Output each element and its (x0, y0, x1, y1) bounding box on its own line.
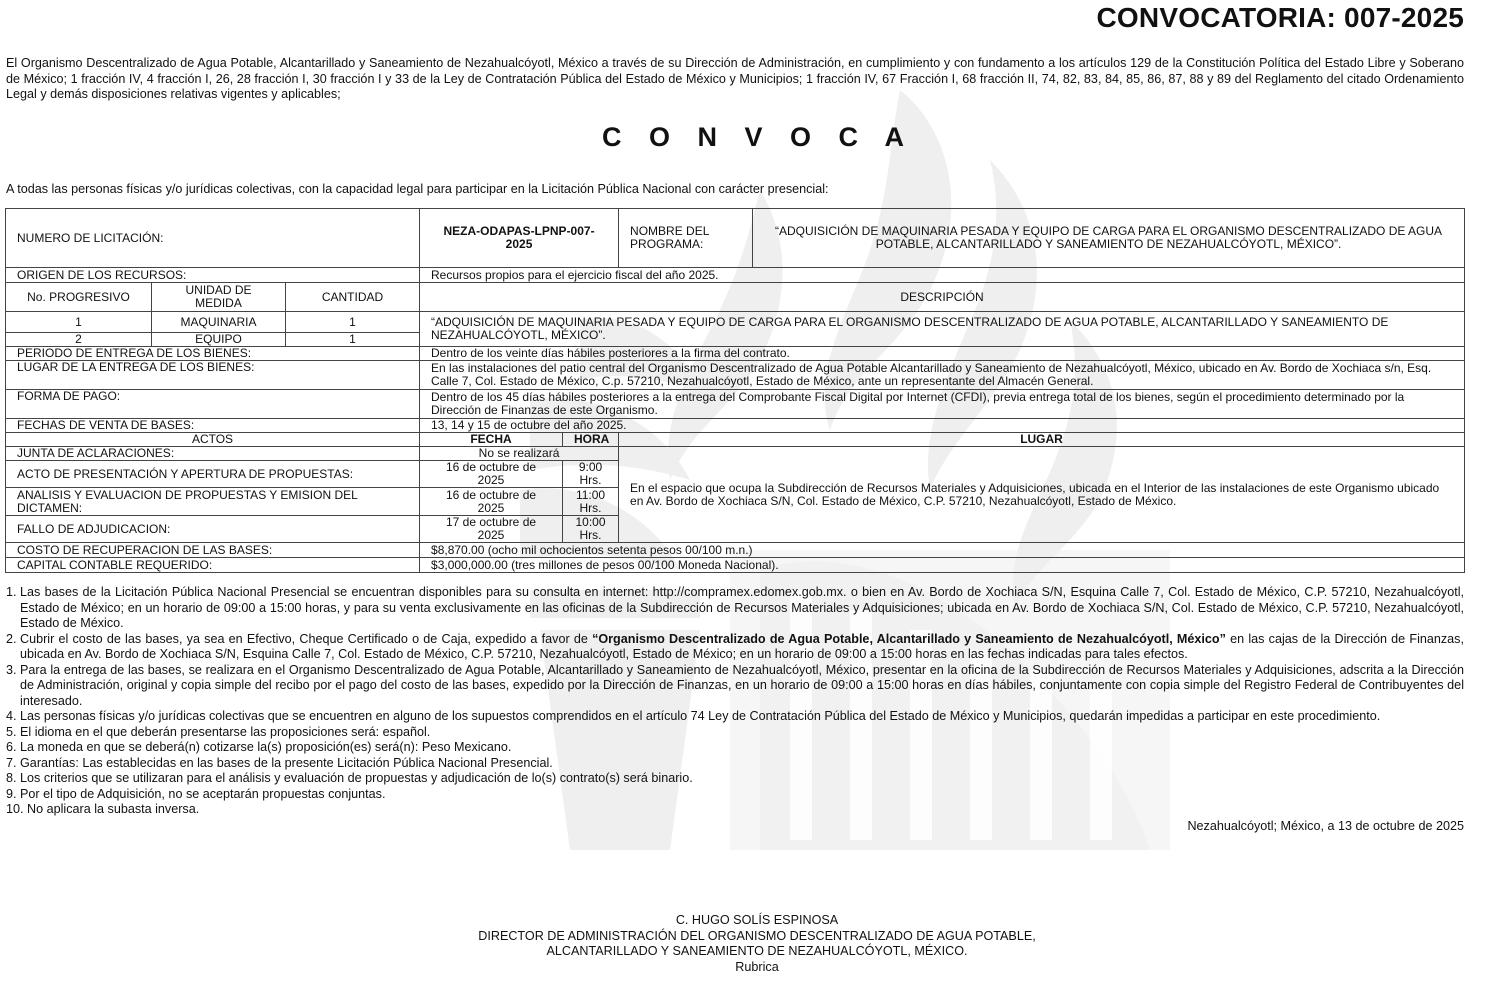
venta-label: FECHAS DE VENTA DE BASES: (6, 419, 420, 433)
hora-header: HORA (563, 433, 619, 447)
note-text: El idioma en el que deberán presentarse las proposiciones será: español. (20, 724, 431, 739)
list-item: 7. Garantías: Las establecidas en las bases de la presente Licitación Pública Nacional Presencial. (6, 756, 1464, 772)
note-text: Las personas físicas y/o jurídicas colectivas que se encuentren en alguno de los supuestos comprendidos en el artículo 74 Ley de Contratación Pública del Estado de México y Municipios, quedarán impedidas a participar en este procedimiento. (20, 709, 1381, 723)
intro-paragraph: El Organismo Descentralizado de Agua Potable, Alcantarillado y Saneamiento de Nezahualcóyotl, México a través de su Dirección de Administración, en cumplimiento y con fundamento a los artículos 129 de la Constitución Política del Estado Libre y Soberano de México; 1 fracción IV, 4 fracción I, 26, 28 fracción I, 30 fracción I y 33 de la Ley de Contratación Pública del Estado de México y Municipios; 1 fracción IV, 67 Fracción I, 68 fracción II, 74, 82, 83, 84, 85, 86, 87, 88 y 89 del Reglamento del citado Ordenamiento Legal y demás disposiciones relativas vigentes y aplicables; (6, 56, 1464, 102)
signer-name: C. HUGO SOLÍS ESPINOSA (675, 913, 839, 927)
fallo-label: FALLO DE ADJUDICACION: (6, 516, 420, 543)
list-item: 4. Las personas físicas y/o jurídicas colectivas que se encuentren en alguno de los supuestos comprendidos en el artículo 74 Ley de Contratación Pública del Estado de México y Municipios, quedarán impedidas a participar en este procedimiento. (6, 709, 1464, 725)
fallo-fecha: 17 de octubre de 2025 (420, 516, 563, 543)
table-row (6, 390, 1465, 419)
list-item: 1. Las bases de la Licitación Pública Nacional Presencial se encuentran disponibles para su consulta en internet: http://compramex.edomex.gob.mx. o bien en Av. Bordo de Xochiaca S/N, Esquina Calle 7, Col. Estado de México, C.P. 57210, Nezahualcóyotl, Estado de México; en un horario de 09:00 a 15:00 horas, y para su venta exclusivamente en las oficinas de la Subdirección de Recursos Materiales y Adquisiciones; ubicada en Av. Bordo de Xochiaca S/N, Col. Estado de México, C.P. 57210, Nezahualcóyotl, Estado de México. (6, 585, 1464, 630)
pago-value: Dentro de los 45 días hábiles posteriores a la entrega del Comprobante Fiscal Digital por Internet (CFDI), previa entrega total de los bienes, según el procedimiento determinado por la Dirección de Finanzas de este Organismo. (420, 390, 1465, 419)
lugar-entrega-value: En las instalaciones del patio central del Organismo Descentralizado de Agua Potable Alcantarillado y Saneamiento de Nezahualcóyotl, México, ubicado en Av. Bordo de Xochiaca s/n, Esq. Calle 7, Col. Estado de México, C.p. 57210, Nezahualcóyotl, Estado de México, ante un representante del Almacén General. (420, 361, 1465, 390)
table-row (6, 419, 1465, 433)
programa-label: NOMBRE DEL PROGRAMA: (619, 209, 753, 268)
item-num: 1 (6, 312, 152, 333)
lugar-header: LUGAR (619, 433, 1465, 447)
col-cantidad: CANTIDAD (286, 283, 420, 312)
table-row (6, 347, 1465, 361)
col-descripcion: DESCRIPCIÓN (420, 283, 1465, 312)
acto-fecha: 16 de octubre de 2025 (420, 461, 563, 488)
analisis-label: ANALISIS Y EVALUACION DE PROPUESTAS Y EMISION DEL DICTAMEN: (6, 488, 420, 516)
note-text: No aplicara la subasta inversa. (27, 802, 200, 816)
convocatoria-title: CONVOCATORIA: 007-2025 (1096, 2, 1464, 33)
table-header-row (6, 433, 1465, 447)
table-row (6, 447, 1465, 461)
table-row (6, 312, 1465, 333)
periodo-value: Dentro de los veinte días hábiles posteriores a la firma del contrato. (420, 347, 1465, 361)
col-progresivo: No. PROGRESIVO (6, 283, 152, 312)
list-item: 10. No aplicara la subasta inversa. (6, 802, 1464, 818)
list-item: 5. El idioma en el que deberán presentarse las proposiciones será: español. (6, 725, 1464, 741)
list-item: 9. Por el tipo de Adquisición, no se aceptarán propuestas conjuntas. (6, 787, 1464, 803)
costo-value: $8,870.00 (ocho mil ochocientos setenta pesos 00/100 m.n.) (420, 543, 1465, 558)
item-cantidad: 1 (286, 333, 420, 347)
note-text: La moneda en que se deberá(n) cotizarse la(s) proposición(es) será(n): Peso Mexicano. (20, 740, 512, 754)
signer-title-line2: ALCANTARILLADO Y SANEAMIENTO DE NEZAHUALCÓYOTL, MÉXICO. (546, 944, 968, 959)
list-item: 2. Cubrir el costo de las bases, ya sea en Efectivo, Cheque Certificado o de Caja, expedido a favor de “Organismo Descentralizado de Agua Potable, Alcantarillado y Saneamiento de Nezahualcóyotl, México” en las cajas de la Dirección de Finanzas, ubicada en Av. Bordo de Xochiaca S/N, Esquina Calle 7, Col. Estado de México, C.P. 57210, Nezahualcóyotl, Estado de México; en un horario de 09:00 a 15:00 horas en las fechas indicadas para tales efectos. (6, 631, 1464, 661)
analisis-fecha: 16 de octubre de 2025 (420, 488, 563, 516)
actos-header: ACTOS (6, 433, 420, 447)
item-unidad: MAQUINARIA (152, 312, 286, 333)
list-item: 6. La moneda en que se deberá(n) cotizarse la(s) proposición(es) será(n): Peso Mexicano. (6, 740, 1464, 756)
convoca-heading: C O N V O C A (601, 122, 914, 152)
analisis-hora: 11:00 Hrs. (563, 488, 619, 516)
costo-label: COSTO DE RECUPERACION DE LAS BASES: (6, 543, 420, 558)
col-unidad: UNIDAD DE MEDIDA (152, 283, 286, 312)
signature-block (0, 913, 1498, 975)
table-row (6, 543, 1465, 558)
capital-label: CAPITAL CONTABLE REQUERIDO: (6, 558, 420, 573)
table-row (6, 361, 1465, 390)
list-item: 3. Para la entrega de las bases, se realizara en el Organismo Descentralizado de Agua Potable, Alcantarillado y Saneamiento de Nezahualcóyotl, México, presentar en la oficina de la Subdirección de Recursos Materiales y Adquisiciones, adscrita a la Dirección de Administración, original y copia simple del recibo por el pago del costo de las bases, expedido por la Dirección de Finanzas, en un horario de 09:00 a 15:00 horas en días hábiles, conjuntamente con copia simple del Registro Federal de Contribuyentes del interesado. (6, 662, 1464, 708)
notes-list (6, 585, 1464, 818)
fallo-hora: 10:00 Hrs. (563, 516, 619, 543)
note-text: Las bases de la Licitación Pública Nacional Presencial se encuentran disponibles para su consulta en internet: http://compramex.edomex.gob.mx. o bien en Av. Bordo de Xochiaca S/N, Esquina Calle 7, Col. Estado de México, C.P. 57210, Nezahualcóyotl, Estado de México; en un horario de 09:00 a 15:00 horas, y para su venta exclusivamente en las oficinas de la Subdirección de Recursos Materiales y Adquisiciones; ubicada en Av. Bordo de Xochiaca S/N, Col. Estado de México, C.P. 57210, Nezahualcóyotl, Estado de México. (20, 585, 1464, 630)
capital-value: $3,000,000.00 (tres millones de pesos 00/100 Moneda Nacional). (420, 558, 1465, 573)
note-text: Por el tipo de Adquisición, no se aceptarán propuestas conjuntas. (20, 786, 386, 801)
origen-value: Recursos propios para el ejercicio fiscal del año 2025. (420, 268, 1465, 283)
pago-label: FORMA DE PAGO: (6, 390, 420, 419)
place-date: Nezahualcóyotl; México, a 13 de octubre de 2025 (1187, 819, 1464, 833)
items-description: “ADQUISICIÓN DE MAQUINARIA PESADA Y EQUIPO DE CARGA PARA EL ORGANISMO DESCENTRALIZADO DE AGUA POTABLE, ALCANTARILLADO Y SANEAMIENTO DE NEZAHUALCÓYOTL, MÉXICO”. (420, 312, 1465, 347)
licitacion-label: NUMERO DE LICITACIÓN: (6, 209, 420, 268)
rubrica: Rubrica (735, 959, 779, 974)
signer-title-line1: DIRECTOR DE ADMINISTRACIÓN DEL ORGANISMO DESCENTRALIZADO DE AGUA POTABLE, (478, 928, 1036, 943)
tender-table (5, 208, 1465, 573)
table-row (6, 558, 1465, 573)
note-text: Garantías: Las establecidas en las bases de la presente Licitación Pública Nacional Presencial. (20, 755, 553, 770)
note-text: Para la entrega de las bases, se realizara en el Organismo Descentralizado de Agua Potable, Alcantarillado y Saneamiento de Nezahualcóyotl, México, presentar en la oficina de la Subdirección de Recursos Materiales y Adquisiciones, adscrita a la Dirección de Administración, original y copia simple del recibo por el pago del costo de las bases, expedido por la Dirección de Finanzas, en un horario de 09:00 a 15:00 horas en días hábiles, conjuntamente con copia simple del Registro Federal de Contribuyentes del interesado. (20, 662, 1464, 708)
note-text: Los criterios que se utilizaran para el análisis y evaluación de propuestas y adjudicación de lo(s) contrato(s) será binario. (20, 771, 693, 785)
lugar-value: En el espacio que ocupa la Subdirección de Recursos Materiales y Adquisiciones, ubicada en el Interior de las instalaciones de este Organismo ubicado en Av. Bordo de Xochiaca S/N, Col. Estado de México, C.P. 57210, Nezahualcóyotl, Estado de México. (619, 447, 1465, 543)
list-item: 8. Los criterios que se utilizaran para el análisis y evaluación de propuestas y adjudicación de lo(s) contrato(s) será binario. (6, 771, 1464, 787)
table-header-row (6, 283, 1465, 312)
acto-label: ACTO DE PRESENTACIÓN Y APERTURA DE PROPUESTAS: (6, 461, 420, 488)
item-num: 2 (6, 333, 152, 347)
lugar-entrega-label: LUGAR DE LA ENTREGA DE LOS BIENES: (6, 361, 420, 390)
item-unidad: EQUIPO (152, 333, 286, 347)
origen-label: ORIGEN DE LOS RECURSOS: (6, 268, 420, 283)
junta-label: JUNTA DE ACLARACIONES: (6, 447, 420, 461)
table-row (6, 268, 1465, 283)
licitacion-value: NEZA-ODAPAS-LPNP-007-2025 (420, 209, 619, 268)
invitation-text: A todas las personas físicas y/o jurídicas colectivas, con la capacidad legal para participar en la Licitación Pública Nacional con carácter presencial: (6, 182, 829, 196)
acto-hora: 9:00 Hrs. (563, 461, 619, 488)
table-row (6, 209, 1465, 268)
programa-value: “ADQUISICIÓN DE MAQUINARIA PESADA Y EQUIPO DE CARGA PARA EL ORGANISMO DESCENTRALIZADO DE AGUA POTABLE, ALCANTARILLADO Y SANEAMIENTO DE NEZAHUALCÓYOTL, MÉXICO”. (753, 209, 1465, 268)
junta-value: No se realizará (420, 447, 619, 461)
periodo-label: PERIODO DE ENTREGA DE LOS BIENES: (6, 347, 420, 361)
fecha-header: FECHA (420, 433, 563, 447)
venta-value: 13, 14 y 15 de octubre del año 2025. (420, 419, 1465, 433)
note-text: Cubrir el costo de las bases, ya sea en Efectivo, Cheque Certificado o de Caja, expedido a favor de “Organismo Descentralizado de Agua Potable, Alcantarillado y Saneamiento de Nezahualcóyotl, México” en las cajas de la Dirección de Finanzas, ubicada en Av. Bordo de Xochiaca S/N, Esquina Calle 7, Col. Estado de México, C.P. 57210, Nezahualcóyotl, Estado de México; en un horario de 09:00 a 15:00 horas en las fechas indicadas para tales efectos. (20, 631, 1464, 661)
item-cantidad: 1 (286, 312, 420, 333)
